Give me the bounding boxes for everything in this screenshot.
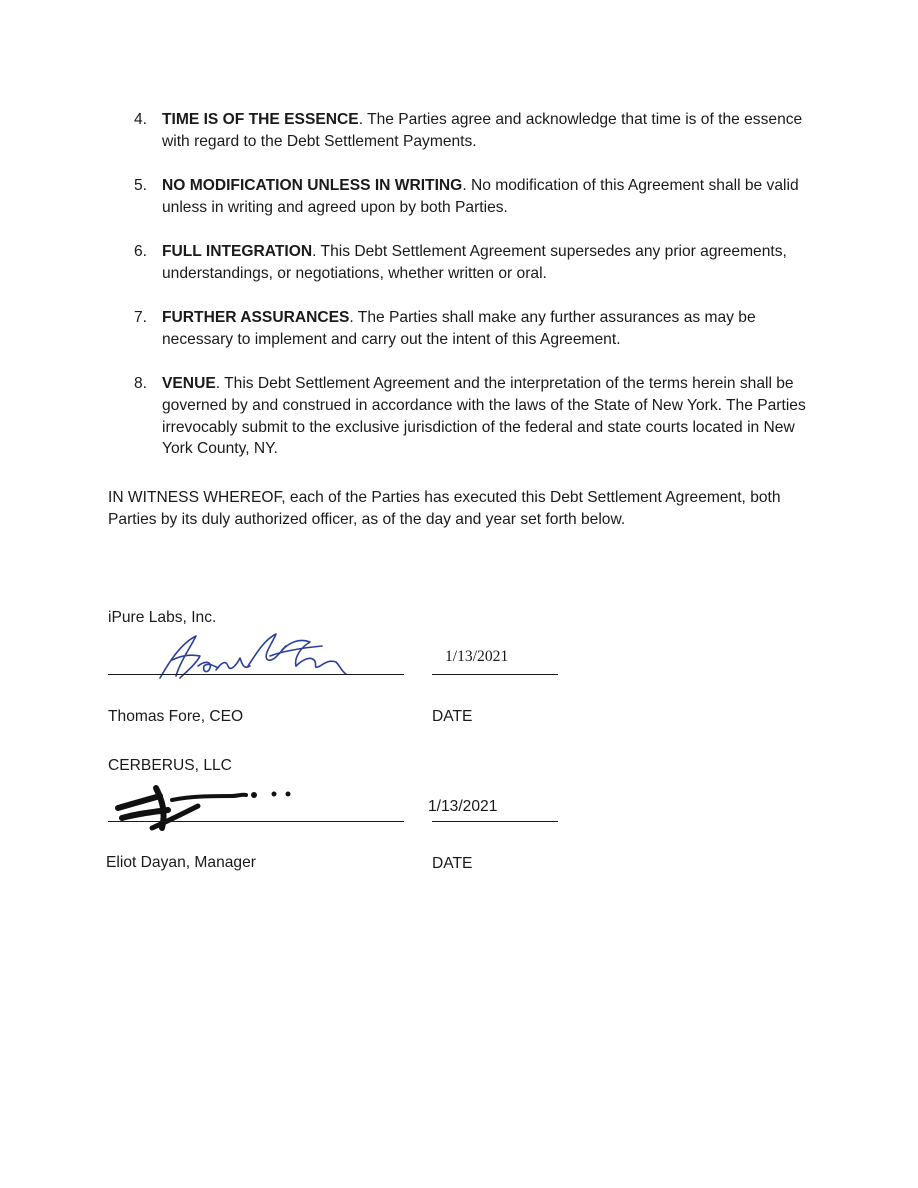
clause-5 [134,175,824,219]
clause-number: 5. [134,177,148,194]
company-name-cerberus: CERBERUS, LLC [108,757,232,774]
signature-eliot-dayan [112,782,302,834]
sign-date-cerberus: 1/13/2021 [428,798,498,815]
signer-name-thomas-fore: Thomas Fore, CEO [108,708,244,725]
signature-line [108,674,404,675]
date-label: DATE [432,855,473,872]
clause-heading: VENUE [162,375,216,392]
signer-name-eliot-dayan: Eliot Dayan, Manager [106,854,256,871]
clause-text [162,241,824,285]
signature-thomas-fore [150,626,360,686]
clause-heading: NO MODIFICATION UNLESS IN WRITING [162,177,463,194]
clause-body: . The Parties agree and acknowledge that time is of the essence with regard to the Debt Settlement Payments. [162,111,803,150]
witness-paragraph: IN WITNESS WHEREOF, each of the Parties has executed this Debt Settlement Agreement, both Parties by its duly authorized officer, as of the day and year set forth below. [108,489,781,528]
clause-6 [134,241,824,285]
clause-heading: FULL INTEGRATION [162,243,313,260]
clause-number: 4. [134,111,148,128]
clause-body: . The Parties shall make any further assurances as may be necessary to implement and carry out the intent of this Agreement. [162,309,756,348]
clause-heading: TIME IS OF THE ESSENCE [162,111,359,128]
clause-8 [134,373,824,460]
clause-number: 7. [134,309,148,326]
clause-number: 8. [134,375,148,392]
clause-body: . This Debt Settlement Agreement supersedes any prior agreements, understandings, or negotiations, whether written or oral. [162,243,787,282]
clause-number: 6. [134,243,148,260]
clause-body: . This Debt Settlement Agreement and the interpretation of the terms herein shall be governed by and construed in accordance with the laws of the State of New York. The Parties irrevocably submit to the exclusive jurisdiction of the federal and state courts located in New York County, NY. [162,375,806,458]
clause-text [162,109,824,153]
clause-text [162,373,824,460]
date-line [432,674,558,675]
sign-date-ipure: 1/13/2021 [445,648,509,665]
clause-text [162,175,824,219]
clause-body: . No modification of this Agreement shall be valid unless in writing and agreed upon by both Parties. [162,177,799,216]
date-line [432,821,558,822]
clause-text [162,307,824,351]
clause-4 [134,109,824,153]
date-label: DATE [432,708,473,725]
clause-7 [134,307,824,351]
clause-heading: FURTHER ASSURANCES [162,309,350,326]
signature-line [108,821,404,822]
company-name-ipure: iPure Labs, Inc. [108,609,217,626]
